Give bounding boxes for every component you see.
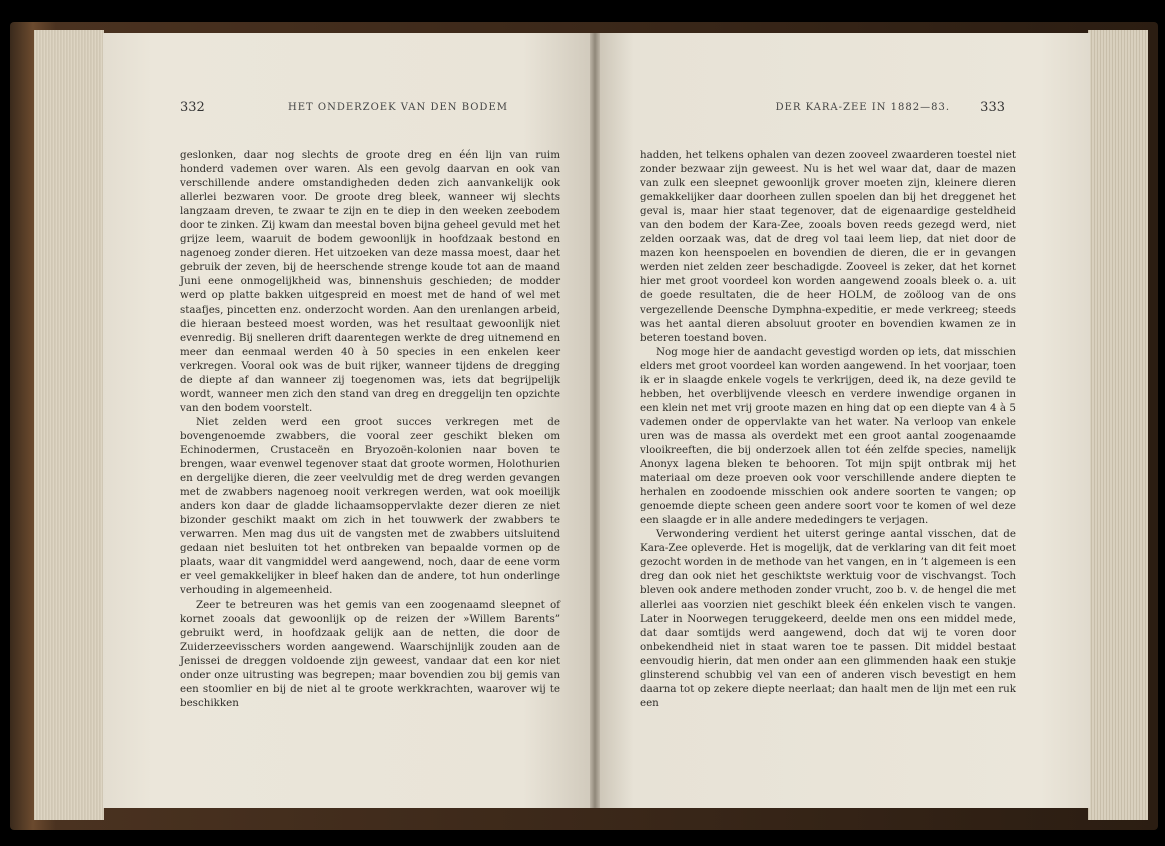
right-page — [594, 33, 1090, 808]
book-gutter — [590, 33, 600, 808]
page-edges-left — [34, 30, 104, 820]
paragraph: Verwondering verdient het uiterst geringe aantal visschen, dat de Kara-Zee opleverde. Het is mogelijk, dat de verklaring van dit feit moet gezocht worden in de methode van het vangen, en in ’t algemeen is een dreg dan ook niet het geschiktste werktuig voor de vischvangst. Toch bleven ook andere methoden zonder vrucht, zoo b. v. de hengel die met allerlei aas voorzien niet geschikt bleek één enkelen visch te vangen. Later in Noorwegen teruggekeerd, deelde men ons een middel mede, dat daar somtijds werd aangewend, doch dat wij te voren door onbekendheid niet in staat waren toe te passen. Dit middel bestaat eenvoudig hierin, dat men onder aan een glimmenden haak een stukje glinsterend schubbig vel van een of anderen visch bevestigt en hem daarna tot op zekere diepte neerlaat; dan haalt men de lijn met een ruk een — [640, 528, 1016, 709]
running-head: DER KARA-ZEE IN 1882—83. — [775, 102, 950, 113]
paragraph: Nog moge hier de aandacht gevestigd worden op iets, dat misschien elders met groot voordeel kan worden aangewend. In het voorjaar, toen ik er in slaagde enkele vogels te verkrijgen, deed ik, na deze gevild te hebben, het overblijvende vleesch en verdere inwendige organen in een klein net met vrij groote mazen en hing dat op een diepte van 4 à 5 vademen onder de oppervlakte van het water. Na verloop van enkele uren was de massa als overdekt met een groot aantal zoogenaamde vlooikreeften, die bij onderzoek allen tot één zelfde species, namelijk Anonyx lagena bleken te behooren. Tot mijn spijt ontbrak mij het materiaal om deze proeven ook voor verschillende andere diepten te herhalen en zoodoende misschien ook andere soorten te vangen; op genoemde diepte scheen geen andere soort voor te komen of wel deze een slaagde er in alle andere mededingers te verjagen. — [640, 345, 1016, 527]
left-page — [103, 33, 597, 808]
paragraph: Niet zelden werd een groot succes verkregen met de bovengenoemde zwabbers, die vooral zeer geschikt bleken om Echinodermen, Crustaceën en Bryozoën-kolonien naar boven te brengen, waar evenwel tegenover staat dat groote wormen, Holothurien en dergelijke dieren, die zeer veelvuldig met de dreg werden gevangen met de zwabbers nagenoeg nooit verkregen werden, wat ook moeilijk anders kon daar de gladde lichaamsoppervlakte dezer dieren ze niet bizonder geschikt maakt om zich in het touwwerk der zwabbers te verwarren. Men mag dus uit de vangsten met de zwabbers uitsluitend gedaan niet besluiten tot het ontbreken van bepaalde vormen op de plaats, waar dit vangmiddel werd aangewend, noch, daar de eene vorm er veel gemakkelijker in bleef haken dan de andere, tot hun onderlinge verhouding in algemeenheid. — [180, 415, 561, 597]
paragraph: hadden, het telkens ophalen van dezen zooveel zwaarderen toestel niet zonder bezwaar zijn geweest. Nu is het wel waar dat, daar de mazen van zulk een sleepnet gewoonlijk grover moeten zijn, kleinere dieren gemakkelijker daar doorheen zullen spoelen dan bij het dreggenet het geval is, maar hier staat tegenover, dat de eigenaardige gesteldheid van den bodem der Kara-Zee, zooals boven reeds gezegd werd, niet zelden oorzaak was, dat de dreg vol taai leem liep, dat niet door de mazen kon heenspoelen en bovendien de dieren, die er in gevangen werden niet zelden zeer beschadigde. Zooveel is zeker, dat het kornet hier met groot voordeel kon worden aangewend zooals bleek o. a. uit de goede resultaten, die de heer HOLM, de zoöloog van de ons vergezellende Deensche Dymphna-expeditie, er mede verkreeg; steeds was het aantal dieren absoluut grooter en bovendien kwamen ze in beteren toestand boven. — [640, 149, 1016, 344]
page-number: 333 — [980, 100, 1005, 115]
page-edges-right — [1088, 30, 1148, 820]
right-page-body — [640, 148, 1016, 710]
left-page-body — [180, 148, 560, 710]
paragraph: geslonken, daar nog slechts de groote dreg en één lijn van ruim honderd vademen over waren. Als een gevolg daarvan en ook van verschillende andere omstandigheden deden zich aanvankelijk ook allerlei bezwaren voor. De groote dreg bleek, wanneer wij slechts langzaam dreven, te zwaar te zijn en te diep in den weeken zeebodem door te zinken. Zij kwam dan meestal boven bijna geheel gevuld met het grijze leem, waaruit de bodem gewoonlijk in hoofdzaak bestond en nagenoeg zonder dieren. Het uitzoeken van deze massa moest, daar het gebruik der zeven, bij de heerschende strenge koude tot aan de maand Juni eene onmogelijkheid was, binnenshuis geschieden; de modder werd op platte bakken uitgespreid en moest met de hand of wel met staafjes, pincetten enz. onderzocht worden. Aan den urenlangen arbeid, die hieraan besteed moest worden, was het resultaat gewoonlijk niet evenredig. Bij snelleren drift daarentegen werkte de dreg uitnemend en meer dan eenmaal werden 40 à 50 species in een enkelen keer verkregen. Vooral ook was de buit rijker, wanneer tijdens de dregging de diepte af dan wanneer zij toegenomen was, iets dat begrijpelijk wordt, wanneer men zich den stand van dreg en dreggelijn ten opzichte van den bodem voorstelt. — [180, 149, 560, 414]
running-head: HET ONDERZOEK VAN DEN BODEM — [288, 102, 508, 113]
page-number: 332 — [180, 100, 205, 115]
left-page-header — [103, 102, 597, 124]
right-page-header — [594, 102, 1090, 124]
paragraph: Zeer te betreuren was het gemis van een zoogenaamd sleepnet of kornet zooals dat gewoonlijk op de reizen der »Willem Barents” gebruikt werd, in hoofdzaak gelijk aan de netten, die door de Zuiderzeevisschers worden aangewend. Waarschijnlijk zouden aan de Jenissei de dreggen voldoende zijn geweest, vandaar dat een kor niet onder onze uitrusting was begrepen; maar bovendien zou bij gemis van een stoomlier en bij de niet al te groote werkkrachten, waarover wij te beschikken — [180, 598, 560, 709]
